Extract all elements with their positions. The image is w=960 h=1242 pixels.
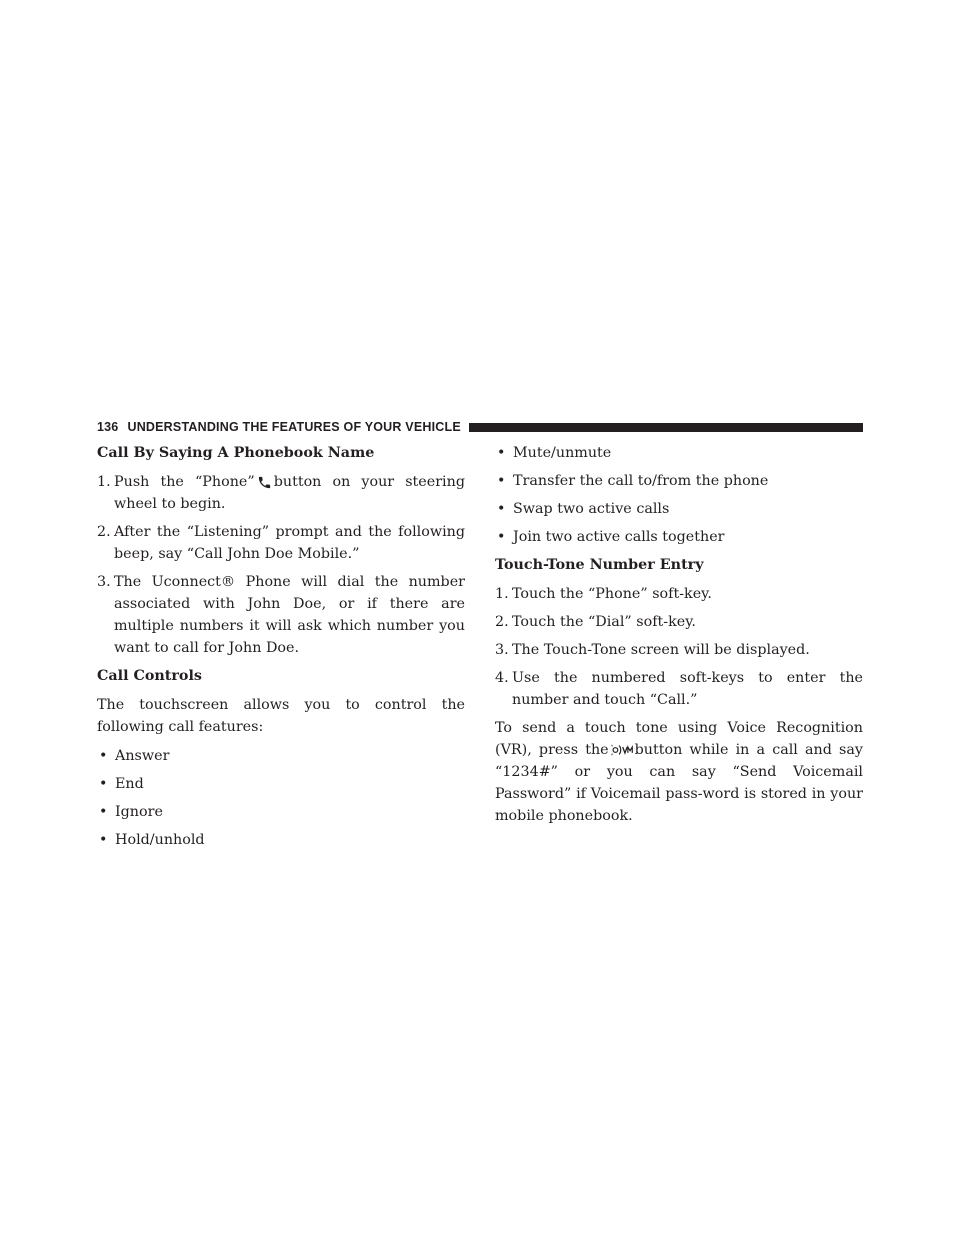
paragraph-text-part: To send a touch tone using Voice Recognition (VR), press the (495, 720, 863, 758)
step-text-part: button on your steering wheel to begin. (114, 474, 465, 512)
page-number: 136 (97, 420, 119, 434)
step-number: 1. (495, 586, 509, 602)
step-text-part: Push the “Phone” (114, 474, 255, 490)
step-item (495, 639, 863, 661)
step-text (114, 471, 465, 515)
list-item (97, 801, 465, 823)
page-header (97, 417, 863, 437)
step-number: 2. (97, 524, 111, 540)
list-item-text: Ignore (115, 804, 163, 820)
step-item (495, 611, 863, 633)
step-text: After the “Listening” prompt and the following beep, say “Call John Doe Mobile.” (114, 524, 465, 562)
bullet-glyph: • (497, 473, 506, 489)
right-column (495, 442, 863, 834)
section-title: UNDERSTANDING THE FEATURES OF YOUR VEHICLE (127, 420, 461, 434)
step-number: 3. (495, 642, 509, 658)
intro-paragraph: The touchscreen allows you to control the following call features: (97, 697, 465, 735)
list-item (97, 773, 465, 795)
phone-icon (257, 475, 272, 490)
step-item (495, 583, 863, 605)
list-item-text: Join two active calls together (513, 529, 725, 545)
bullet-glyph: • (497, 501, 506, 517)
heading-touch-tone: Touch-Tone Number Entry (495, 557, 704, 573)
step-number: 2. (495, 614, 509, 630)
header-rule (469, 423, 863, 432)
list-item (495, 470, 863, 492)
list-item-text: Transfer the call to/from the phone (513, 473, 769, 489)
bullet-glyph: • (99, 804, 108, 820)
step-item (495, 667, 863, 711)
list-item (495, 526, 863, 548)
left-column (97, 442, 465, 857)
bullet-glyph: • (99, 748, 108, 764)
list-item (97, 745, 465, 767)
list-item-text: Answer (115, 748, 170, 764)
step-text: Touch the “Phone” soft-key. (512, 586, 712, 602)
step-text: Use the numbered soft-keys to enter the number and touch “Call.” (512, 670, 863, 708)
list-item (97, 829, 465, 851)
list-item-text: Swap two active calls (513, 501, 670, 517)
step-text: The Touch-Tone screen will be displayed. (512, 642, 810, 658)
touch-tone-paragraph (495, 717, 863, 827)
list-item-text: Mute/unmute (513, 445, 612, 461)
bullet-glyph: • (99, 832, 108, 848)
step-item (97, 521, 465, 565)
step-item (97, 471, 465, 515)
paragraph-text-part: button while in a call and say “1234#” or you can say “Send Voicemail Password” if Voicemail pass-word is stored in your mobile phonebook. (495, 742, 863, 824)
bullet-glyph: • (497, 529, 506, 545)
bullet-glyph: • (99, 776, 108, 792)
voice-recognition-icon (611, 743, 633, 757)
step-number: 3. (97, 574, 111, 590)
step-item (97, 571, 465, 659)
step-number: 4. (495, 670, 509, 686)
list-item (495, 498, 863, 520)
step-number: 1. (97, 474, 111, 490)
heading-phonebook-name: Call By Saying A Phonebook Name (97, 445, 375, 461)
list-item (495, 442, 863, 464)
step-text: Touch the “Dial” soft-key. (512, 614, 696, 630)
bullet-glyph: • (497, 445, 506, 461)
heading-call-controls: Call Controls (97, 668, 202, 684)
step-text: The Uconnect® Phone will dial the number associated with John Doe, or if there are multiple numbers it will ask which number you want to call for John Doe. (114, 574, 465, 656)
list-item-text: Hold/unhold (115, 832, 205, 848)
list-item-text: End (115, 776, 144, 792)
